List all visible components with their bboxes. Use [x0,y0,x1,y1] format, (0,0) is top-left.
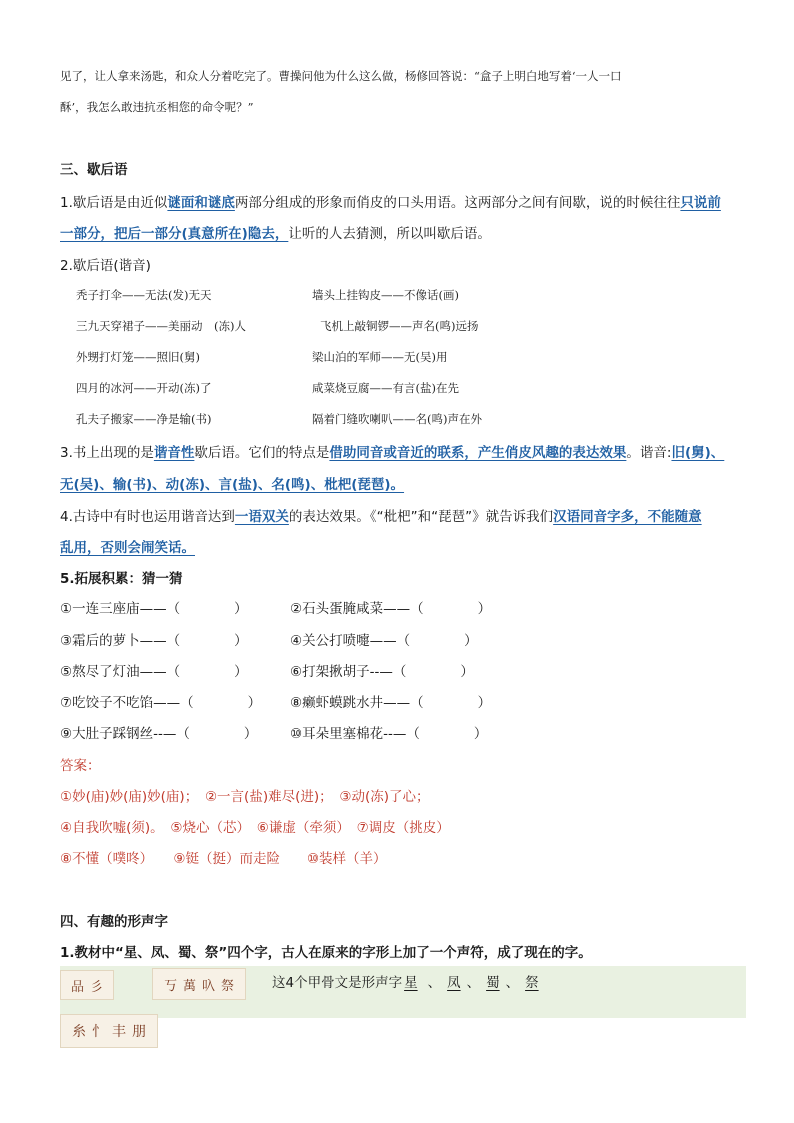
oracle-image-1 [60,970,114,1000]
s3-p1-highlight-riddle: 谜面和谜底 [167,195,235,211]
s3-para-1-line-1 [60,193,721,213]
oracle-image-2 [152,968,246,1000]
riddle-item: ⑦吃饺子不吃馅——（ ） [60,695,262,711]
oracle-prefix: 这4个甲骨文是形声字 [272,975,403,991]
separator: 、 [427,975,442,991]
oracle-glyph: 丰 [112,1024,126,1040]
oracle-glyph: 忄 [92,1024,106,1040]
riddle-item: ⑤熬尽了灯油——（ ） [60,664,248,680]
oracle-glyph: 品 [70,979,84,995]
riddle-item: ⑨大肚子踩钢丝--—（ ） [60,726,258,742]
section-3-title: 三、歇后语 [60,162,128,178]
oracle-glyph: 朋 [132,1024,146,1040]
oracle-glyph: 叺 [202,978,216,994]
s4-para-1: 1.教材中“星、凤、蜀、祭”四个字，古人在原来的字形上加了一个声符，成了现在的字。 [60,945,592,961]
s3-p3-text-a: 3.书上出现的是 [60,445,154,461]
s3-para-3-line-2 [60,475,404,495]
xiehouyu-item: 飞机上敲铜锣——声名(鸣)远扬 [320,319,479,333]
s3-p4-highlight-pun: 一语双关 [234,509,289,525]
separator: 、 [466,975,481,991]
xiehouyu-item: 咸菜烧豆腐——有言(盐)在先 [312,381,459,395]
xiehouyu-item: 墙头上挂钩皮——不像话(画) [312,288,459,302]
s3-para-1-line-2 [60,224,491,244]
answer-char-ji: 祭 [525,975,539,991]
s3-para-4-line-2 [60,538,195,558]
s3-para-2-title: 2.歇后语(谐音) [60,258,151,274]
riddle-item: ⑩耳朵里塞棉花--—（ ） [290,726,488,742]
xiehouyu-item: 孔夫子搬家——净是输(书) [76,412,212,426]
s3-p4-text-c: 的表达效果。《“枇杷”和“琵琶”》就告诉我们 [288,509,554,525]
s3-p4-text-a: 4.古诗中有时也运用谐音达到 [60,509,235,525]
xiehouyu-item: 隔着门缝吹喇叭——名(鸣)声在外 [312,412,482,426]
riddle-item: ⑧癞虾蟆跳水井——（ ） [290,695,492,711]
oracle-statement [272,973,545,993]
xiehouyu-item: 梁山泊的军师——无(吴)用 [312,350,448,364]
s3-p1-highlight-front: 只说前 [680,195,721,211]
oracle-glyph: 萬 [182,978,196,994]
s3-p1-text-a: 1.歇后语是由近似 [60,195,168,211]
answer-line-1: ①妙(庙)妙(庙)妙(庙)； ②一言(盐)难尽(进)； ③动(冻)了心； [60,789,430,805]
s3-p1-text-c: 两部分组成的形象而俏皮的口头用语。这两部分之间有间歇，说的时候往往 [234,195,681,211]
xiehouyu-item: 四月的冰河——开动(冻)了 [76,381,212,395]
s3-p3-text-e: 。谐音: [626,445,672,461]
riddle-item: ②石头蛋腌咸菜——（ ） [290,601,492,617]
separator: 、 [505,975,520,991]
riddle-item: ④关公打喷嚏——（ ） [290,633,478,649]
answer-line-2: ④自我吹嘘(须)。 ⑤烧心（芯） ⑥谦虚（牵须） ⑦调皮（挑皮） [60,820,450,836]
s3-para-5-title: 5.拓展积累：猜一猜 [60,571,183,587]
answer-char-xing: 星 [404,975,418,991]
s3-p3-highlight-feature: 借助同音或音近的联系，产生俏皮风趣的表达效果 [329,445,627,461]
xiehouyu-item: 秃子打伞——无法(发)无天 [76,288,212,302]
answer-char-feng: 凤 [447,975,461,991]
s3-p3-highlight-jiu: 旧(舅)、 [671,445,725,461]
answer-label: 答案： [60,758,101,774]
s3-p3-highlight-list: 无(吴)、输(书)、动(冻)、言(盐)、名(鸣)、枇杷(琵琶)。 [60,477,405,493]
s3-p3-highlight-homophone: 谐音性 [153,445,195,461]
oracle-glyph: 祭 [221,978,235,994]
xiehouyu-item: 外甥打灯笼——照旧(舅) [76,350,200,364]
section-4-title: 四、有趣的形声字 [60,914,168,930]
s3-p1-text-f: 让听的人去猜测，所以叫歇后语。 [288,226,491,242]
s3-p3-text-c: 歇后语。它们的特点是 [194,445,330,461]
s3-p1-highlight-hide: 一部分，把后一部分(真意所在)隐去， [60,226,289,242]
s3-p4-highlight-warning: 汉语同音字多，不能随意 [553,509,702,525]
s3-para-3-line-1 [60,443,724,463]
oracle-glyph: 糸 [72,1024,86,1040]
oracle-glyph: 丂 [163,978,177,994]
riddle-item: ⑥打架揪胡子--—（ ） [290,664,474,680]
intro-line-2: 酥’，我怎么敢违抗丞相您的命令呢？” [60,100,254,114]
s3-p4-highlight-warning-end: 乱用，否则会闹笑话。 [60,540,195,556]
s3-para-4-line-1 [60,507,702,527]
xiehouyu-item: 三九天穿裙子——美丽动 (冻)人 [76,319,246,333]
riddle-item: ①一连三座庙——（ ） [60,601,248,617]
intro-line-1: 见了，让人拿来汤匙，和众人分着吃完了。曹操问他为什么这么做，杨修回答说：“盒子上明白地写着‘一人一口 [60,69,622,83]
answer-line-3: ⑧不懂（噗咚） ⑨铤（挺）而走险 ⑩装样（羊） [60,851,387,867]
answer-char-shu: 蜀 [486,975,500,991]
oracle-glyph: 彡 [90,979,104,995]
oracle-image-3 [60,1014,158,1048]
riddle-item: ③霜后的萝卜——（ ） [60,633,248,649]
